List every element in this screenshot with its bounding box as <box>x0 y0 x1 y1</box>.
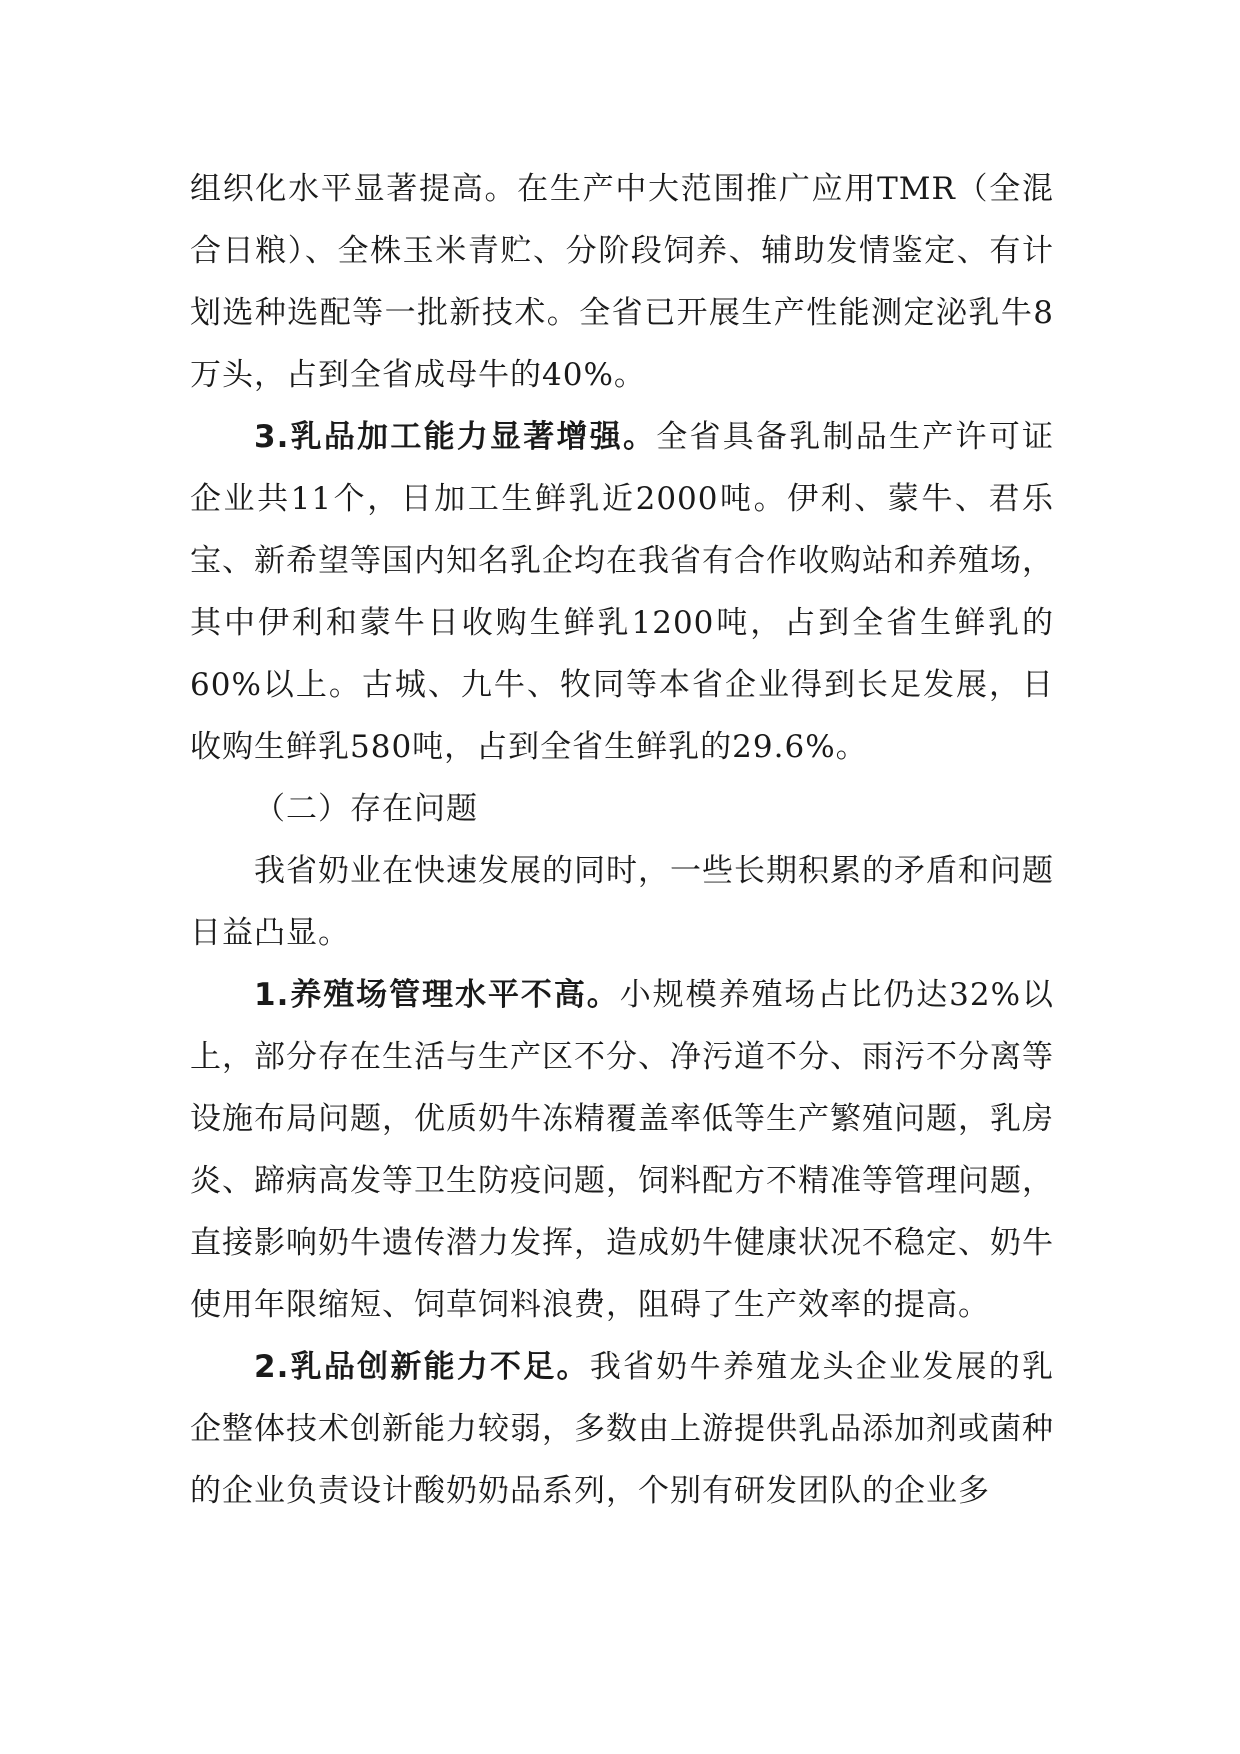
paragraph-text: 全省具备乳制品生产许可证企业共11个，日加工生鲜乳近2000吨。伊利、蒙牛、君乐宝、新希望等国内知名乳企均在我省有合作收购站和养殖场，其中伊利和蒙牛日收购生鲜乳1200吨，占到全省生鲜乳的60%以上。古城、九牛、牧同等本省企业得到长足发展，日收购生鲜乳580吨，占到全省生鲜乳的29.6%。 <box>190 419 1054 765</box>
paragraph-lead: 1.养殖场管理水平不高。 <box>254 977 620 1013</box>
paragraph-innovation <box>190 1336 1054 1522</box>
paragraph-continuation <box>190 158 1054 406</box>
paragraph-lead: 2.乳品创新能力不足。 <box>254 1349 590 1385</box>
paragraph-text: 我省奶业在快速发展的同时，一些长期积累的矛盾和问题日益凸显。 <box>190 853 1054 951</box>
section-heading: （二）存在问题 <box>254 791 478 827</box>
paragraph-problems-intro <box>190 840 1054 964</box>
paragraph-text: 组织化水平显著提高。在生产中大范围推广应用TMR（全混合日粮）、全株玉米青贮、分阶段饲养、辅助发情鉴定、有计划选种选配等一批新技术。全省已开展生产性能测定泌乳牛8万头，占到全省成母牛的40%。 <box>190 171 1054 393</box>
paragraph-processing-capacity <box>190 406 1054 778</box>
paragraph-text: 小规模养殖场占比仍达32%以上，部分存在生活与生产区不分、净污道不分、雨污不分离等设施布局问题，优质奶牛冻精覆盖率低等生产繁殖问题，乳房炎、蹄病高发等卫生防疫问题，饲料配方不精准等管理问题，直接影响奶牛遗传潜力发挥，造成奶牛健康状况不稳定、奶牛使用年限缩短、饲草饲料浪费，阻碍了生产效率的提高。 <box>190 977 1054 1323</box>
paragraph-text: 我省奶牛养殖龙头企业发展的乳企整体技术创新能力较弱，多数由上游提供乳品添加剂或菌种的企业负责设计酸奶奶品系列，个别有研发团队的企业多 <box>190 1349 1054 1509</box>
paragraph-farm-management <box>190 964 1054 1336</box>
paragraph-lead: 3.乳品加工能力显著增强。 <box>254 419 657 455</box>
document-body <box>190 158 1054 1522</box>
